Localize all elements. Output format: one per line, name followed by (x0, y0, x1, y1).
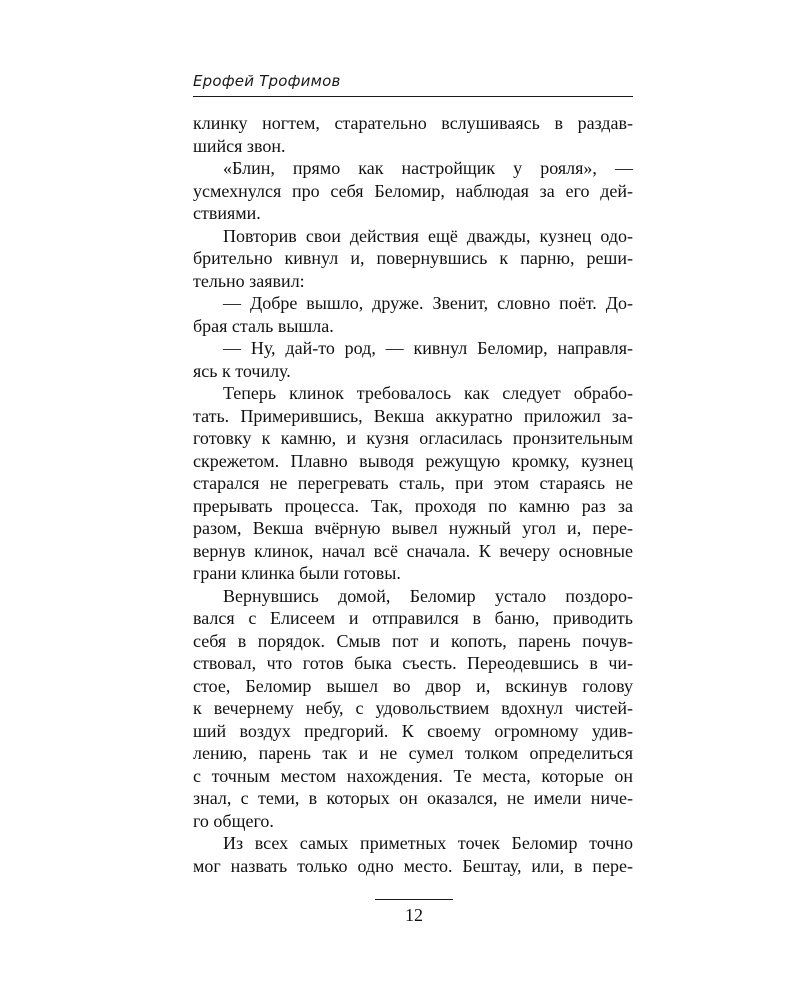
text-line: с точным местом нахождения. Те места, которые он (193, 765, 633, 786)
text-line: себя в порядок. Смыв пот и копоть, парень почув- (193, 630, 633, 651)
text-line: скрежетом. Плавно выводя режущую кромку, кузнец (193, 450, 633, 471)
text-line: клинку ногтем, старательно вслушиваясь в раздав- (193, 113, 633, 133)
text-line: — Ну, дай-то род, — кивнул Беломир, направля- (223, 338, 633, 358)
text-line: стое, Беломир вышел во двор и, вскинув голову (193, 675, 633, 696)
text-line: ший воздух предгорий. К своему огромному удив- (193, 720, 633, 741)
text-line: вался с Елисеем и отправился в баню, приводить (193, 608, 633, 628)
text-line: брая сталь вышла. (193, 315, 334, 336)
text-line: знал, с теми, в которых он оказался, не имели ниче- (193, 788, 633, 808)
text-line: мог назвать только одно место. Бештау, или, в пере- (193, 855, 633, 876)
running-head-author: Ерофей Трофимов (193, 72, 341, 90)
text-line: Вернувшись домой, Беломир устало поздоро- (223, 585, 633, 606)
text-line: усмехнулся про себя Беломир, наблюдая за его дей- (193, 180, 633, 201)
text-line: Из всех самых приметных точек Беломир точно (223, 833, 633, 853)
text-line: — Добре вышло, друже. Звенит, словно поёт. До- (223, 293, 633, 313)
text-line: грани клинка были готовы. (193, 563, 401, 583)
page-number: 12 (405, 905, 423, 925)
text-line: брительно кивнул и, повернувшись к парню, реши- (193, 248, 633, 268)
text-line: старался не перегревать сталь, при этом стараясь не (193, 473, 633, 493)
text-line: тельно заявил: (193, 270, 305, 291)
text-line: ствиями. (193, 203, 261, 223)
text-line: ясь к точилу. (193, 360, 291, 381)
text-line: готовку к камню, и кузня огласилась пронзительным (193, 428, 633, 448)
text-line: разом, Векша вчёрную вывел нужный угол и, пере- (193, 518, 633, 538)
text-line: Повторив свои действия ещё дважды, кузнец одо- (223, 225, 633, 246)
footer-divider (375, 899, 453, 900)
text-line: тать. Примерившись, Векша аккуратно приложил за- (193, 405, 633, 426)
text-line: лению, парень так и не сумел толком определиться (193, 743, 633, 763)
text-line: ствовал, что готов быка съесть. Переодевшись в чи- (193, 653, 633, 673)
text-line: к вечернему небу, с удовольствием вдохнул чистей- (193, 698, 633, 718)
text-line: Теперь клинок требовалось как следует обрабо- (223, 383, 633, 403)
text-line: шийся звон. (193, 135, 286, 156)
header-divider (193, 96, 633, 97)
text-line: прерывать процесса. Так, проходя по камню раз за (193, 495, 633, 516)
text-line: вернув клинок, начал всё сначала. К вечеру основные (193, 540, 633, 561)
body-text (193, 112, 633, 877)
text-line: «Блин, прямо как настройщик у рояля», — (223, 158, 633, 178)
text-line: го общего. (193, 810, 274, 831)
